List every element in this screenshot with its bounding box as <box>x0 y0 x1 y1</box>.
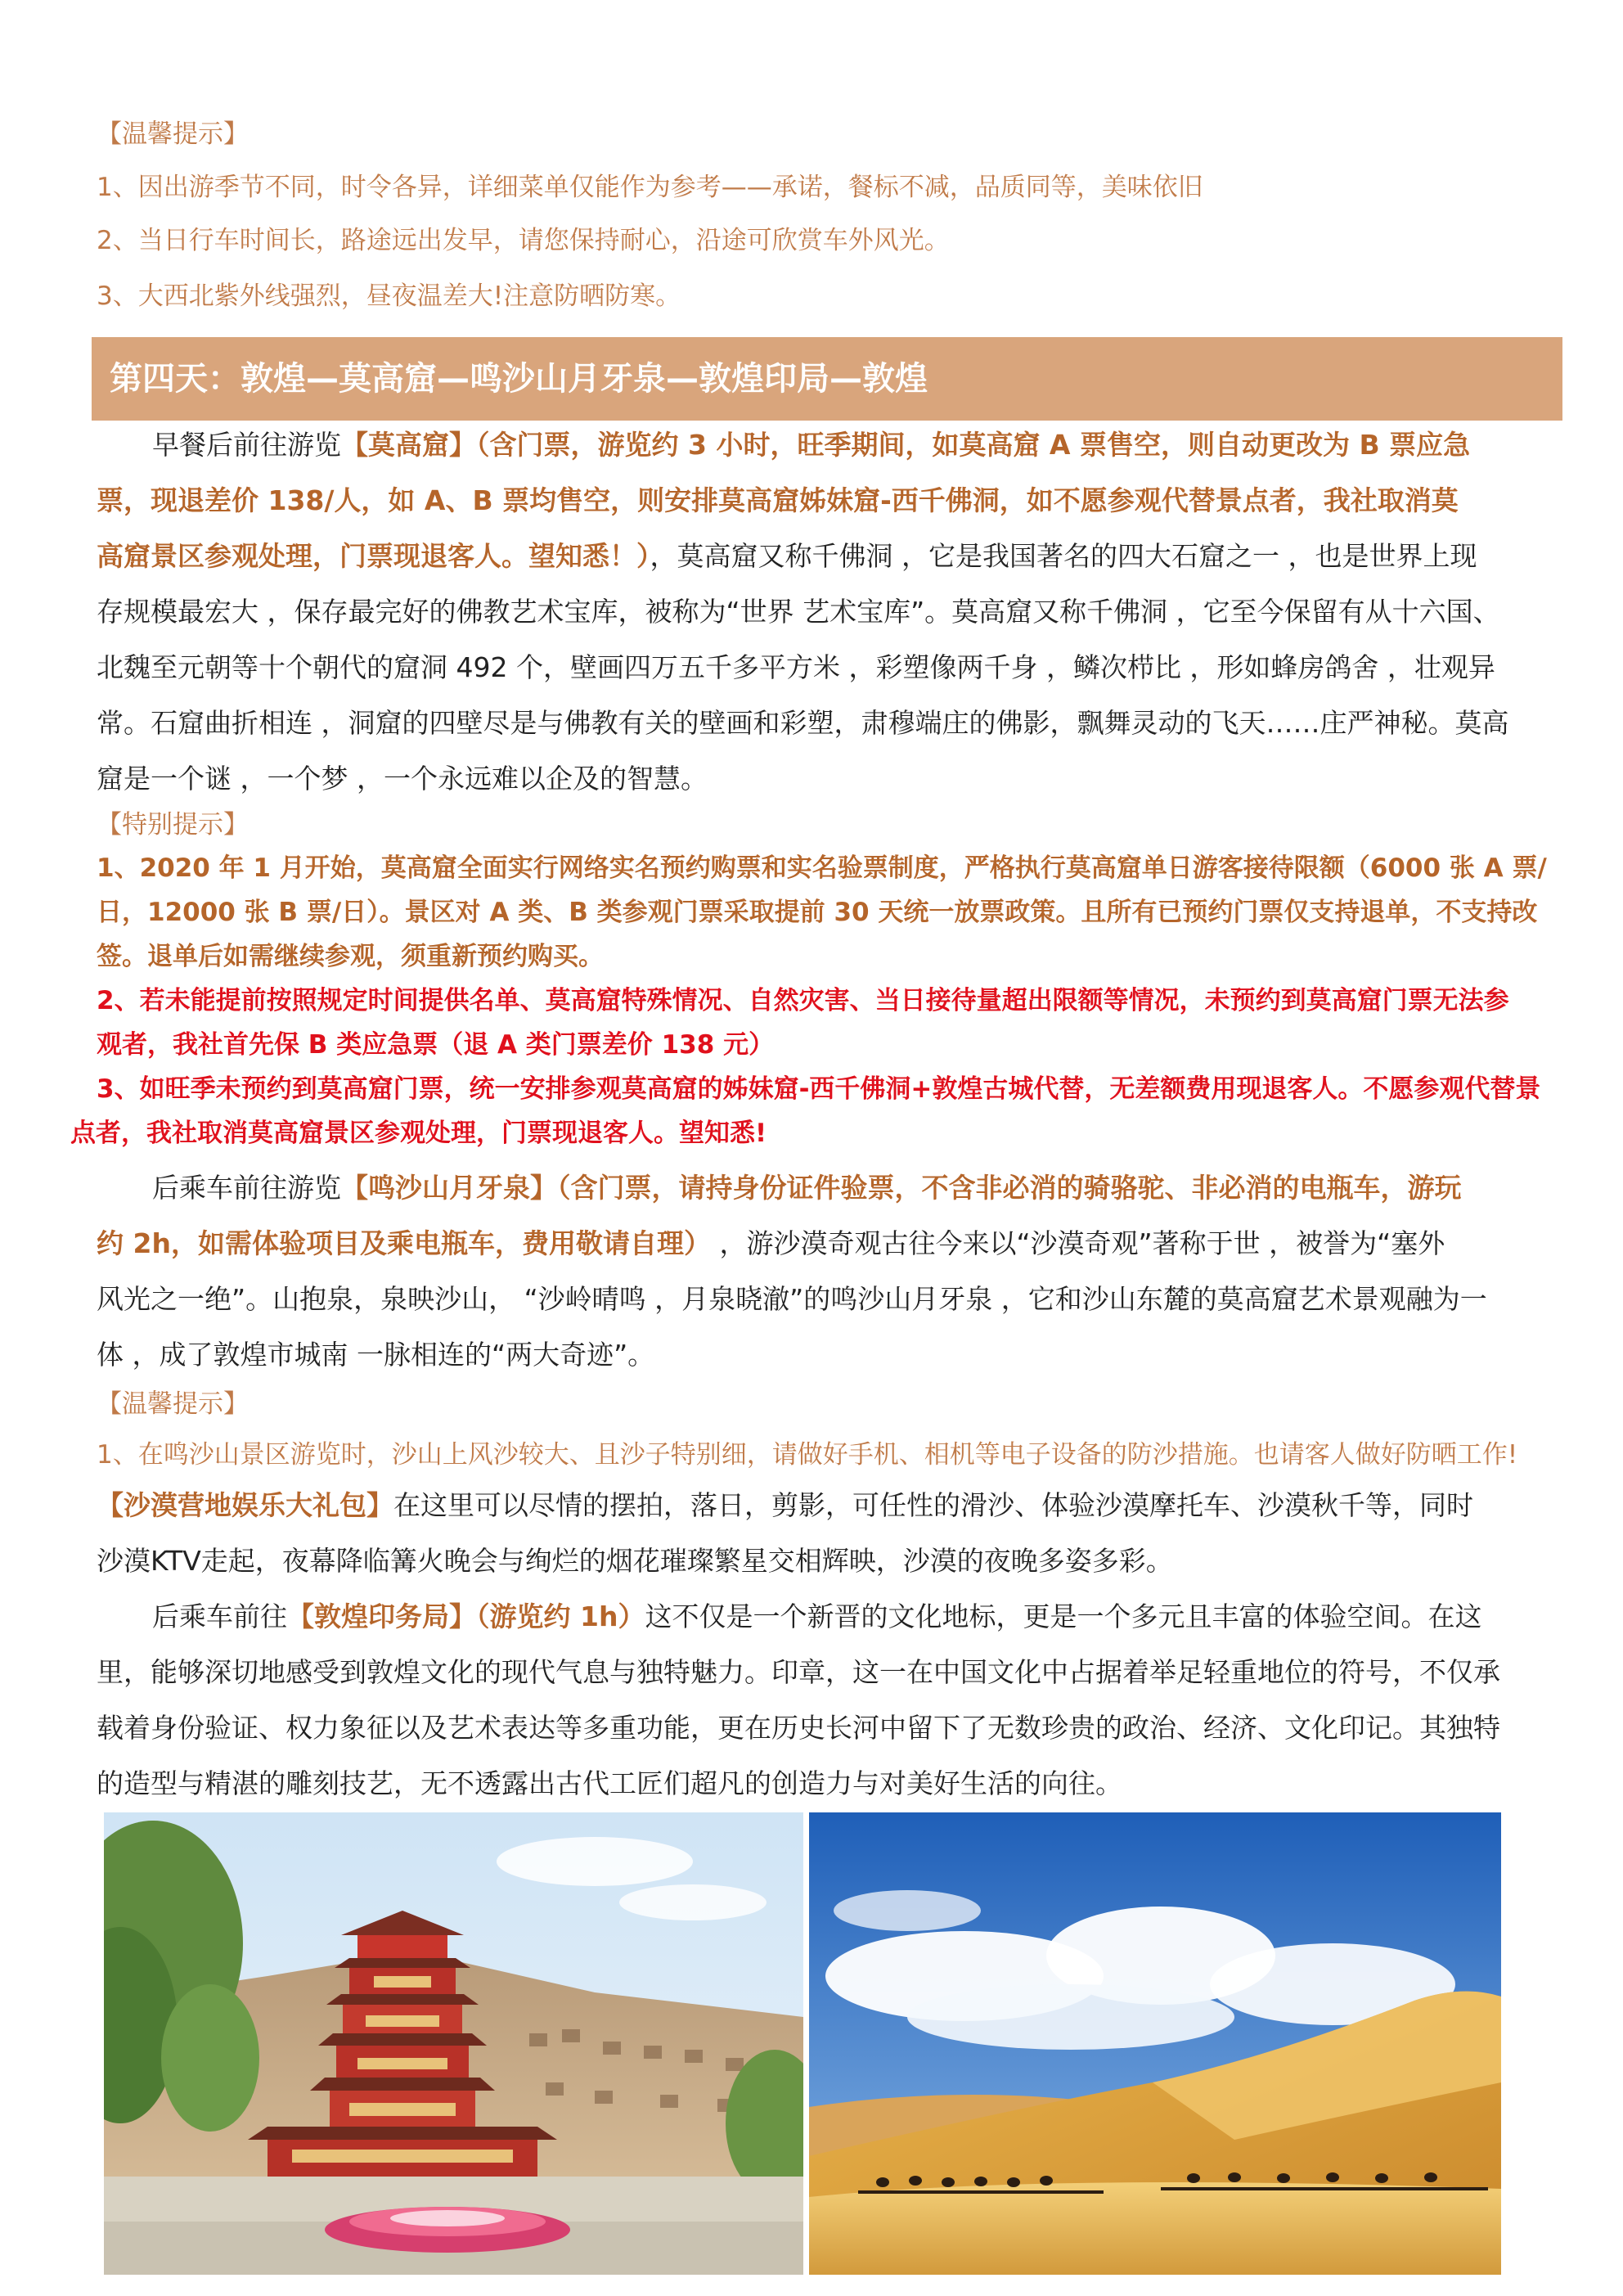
tip-line-1: 1、因出游季节不同，时令各异，详细菜单仅能作为参考——承诺，餐标不减，品质同等，美味依旧 <box>97 173 1203 202</box>
tip-title: 【温馨提示】 <box>97 119 249 149</box>
special-line-2: 日，12000 张 B 票/日）。景区对 A 类、B 类参观门票采取提前 30 天统一放票政策。且所有已预约门票仅支持退单，不支持改 <box>97 898 1538 927</box>
mogao-paragraph <box>97 417 1558 807</box>
mingsha-line-3: 风光之一绝”。山抱泉，泉映沙山， “沙岭晴鸣 ，月泉晓澈”的鸣沙山月牙泉 ，它和沙山东麓的莫高窟艺术景观融为一 <box>97 1283 1487 1315</box>
special-line-1: 1、2020 年 1 月开始，莫高窟全面实行网络实名预约购票和实名验票制度，严格执行莫高窟单日游客接待限额（6000 张 A 票/ <box>97 853 1547 883</box>
mingsha-line-2b: ，游沙漠奇观古往今来以“沙漠奇观”著称于世 ，被誉为“塞外 <box>710 1227 1445 1259</box>
mogao-line-7: 窟是一个谜 ，一个梦 ，一个永远难以企及的智慧。 <box>97 763 708 795</box>
special-line-3: 签。退单后如需继续参观，须重新预约购买。 <box>97 942 604 971</box>
mingsha-ticket-note: 【鸣沙山月牙泉】（含门票，请持身份证件验票，不含非必消的骑骆驼、非必消的电瓶车，游玩 <box>341 1172 1462 1204</box>
yinju-paragraph <box>97 1589 1558 1812</box>
mogao-ticket-note: 【莫高窟】（含门票，游览约 3 小时，旺季期间，如莫高窟 A 票售空，则自动更改为 B 票应急 <box>341 429 1471 461</box>
yinju-line-1: 这不仅是一个新晋的文化地标，更是一个多元且丰富的体验空间。在这 <box>645 1600 1482 1632</box>
yinju-name: 【敦煌印务局】（游览约 1h） <box>287 1600 645 1632</box>
mingsha-line-4: 体 ，成了敦煌市城南 一脉相连的“两大奇迹”。 <box>97 1339 655 1371</box>
yinju-line-3: 载着身份验证、权力象征以及艺术表达等多重功能，更在历史长河中留下了无数珍贵的政治、经济、文化印记。其独特 <box>97 1712 1500 1744</box>
dunes-illustration <box>809 1812 1501 2275</box>
tip-line-2: 2、当日行车时间长，路途远出发早，请您保持耐心，沿途可欣赏车外风光。 <box>97 226 950 255</box>
mogao-illustration <box>104 1812 803 2275</box>
day-title-bar: 第四天：敦煌—莫高窟—鸣沙山月牙泉—敦煌印局—敦煌 <box>92 337 1562 421</box>
mogao-line-2: 票，现退差价 138/人，如 A、B 票均售空，则安排莫高窟姊妹窟-西千佛洞，如不愿参观代替景点者，我社取消莫 <box>97 484 1459 516</box>
mingsha-line-2a: 约 2h，如需体验项目及乘电瓶车，费用敬请自理） <box>97 1227 711 1259</box>
special-red-line-1: 2、若未能提前按照规定时间提供名单、莫高窟特殊情况、自然灾害、当日接待量超出限额等情况，未预约到莫高窟门票无法参 <box>97 986 1509 1015</box>
tip-line-3: 3、大西北紫外线强烈，昼夜温差大!注意防晒防寒。 <box>97 281 681 311</box>
mogao-photo <box>104 1812 803 2275</box>
camp-paragraph <box>97 1478 1558 1589</box>
special-title: 【特别提示】 <box>97 810 249 840</box>
yinju-line-4: 的造型与精湛的雕刻技艺，无不透露出古代工匠们超凡的创造力与对美好生活的向往。 <box>97 1767 1122 1799</box>
photo-row <box>104 1812 1501 2275</box>
mingsha-intro: 后乘车前往游览 <box>152 1172 341 1204</box>
special-red-line-4: 点者，我社取消莫高窟景区参观处理，门票现退客人。望知悉! <box>70 1119 767 1148</box>
yinju-line-2: 里，能够深切地感受到敦煌文化的现代气息与独特魅力。印章，这一在中国文化中占据着举足轻重地位的符号，不仅承 <box>97 1656 1500 1688</box>
special-orange-block <box>97 846 1561 979</box>
mogao-line-4: 存规模最宏大 ，保存最完好的佛教艺术宝库，被称为“世界 艺术宝库”。莫高窟又称千佛洞 ，它至今保留有从十六国、 <box>97 596 1500 628</box>
mogao-line-3b: ，莫高窟又称千佛洞 ，它是我国著名的四大石窟之一 ，也是世界上现 <box>650 540 1477 572</box>
special-red-line-3: 3、如旺季未预约到莫高窟门票，统一安排参观莫高窟的姊妹窟-西千佛洞+敦煌古城代替，无差额费用现退客人。不愿参观代替景 <box>97 1074 1541 1104</box>
special-red-line-2: 观者，我社首先保 B 类应急票（退 A 类门票差价 138 元） <box>97 1030 775 1060</box>
camp-line-1: 在这里可以尽情的摆拍，落日，剪影，可任性的滑沙、体验沙漠摩托车、沙漠秋千等，同时 <box>393 1489 1473 1521</box>
yinju-intro: 后乘车前往 <box>152 1600 287 1632</box>
mogao-line-6: 常。石窟曲折相连 ，洞窟的四壁尽是与佛教有关的壁画和彩塑，肃穆端庄的佛影，飘舞灵动的飞天……庄严神秘。莫高 <box>97 707 1509 739</box>
tip2-line: 1、在鸣沙山景区游览时，沙山上风沙较大、且沙子特别细，请做好手机、相机等电子设备的防沙措施。也请客人做好防晒工作! <box>97 1440 1518 1470</box>
mogao-line-3a: 高窟景区参观处理，门票现退客人。望知悉！） <box>97 540 650 572</box>
mingsha-paragraph <box>97 1160 1558 1383</box>
tip2-title: 【温馨提示】 <box>97 1389 249 1419</box>
mogao-intro: 早餐后前往游览 <box>152 429 341 461</box>
camp-line-2: 沙漠KTV走起，夜幕降临篝火晚会与绚烂的烟花璀璨繁星交相辉映，沙漠的夜晚多姿多彩。 <box>97 1545 1173 1577</box>
camp-title: 【沙漠营地娱乐大礼包】 <box>97 1489 393 1521</box>
mingsha-photo <box>809 1812 1501 2275</box>
mogao-line-5: 北魏至元朝等十个朝代的窟洞 492 个，壁画四万五千多平方米 ，彩塑像两千身 ，鳞次栉比 ，形如蜂房鸽舍 ，壮观异 <box>97 651 1495 683</box>
